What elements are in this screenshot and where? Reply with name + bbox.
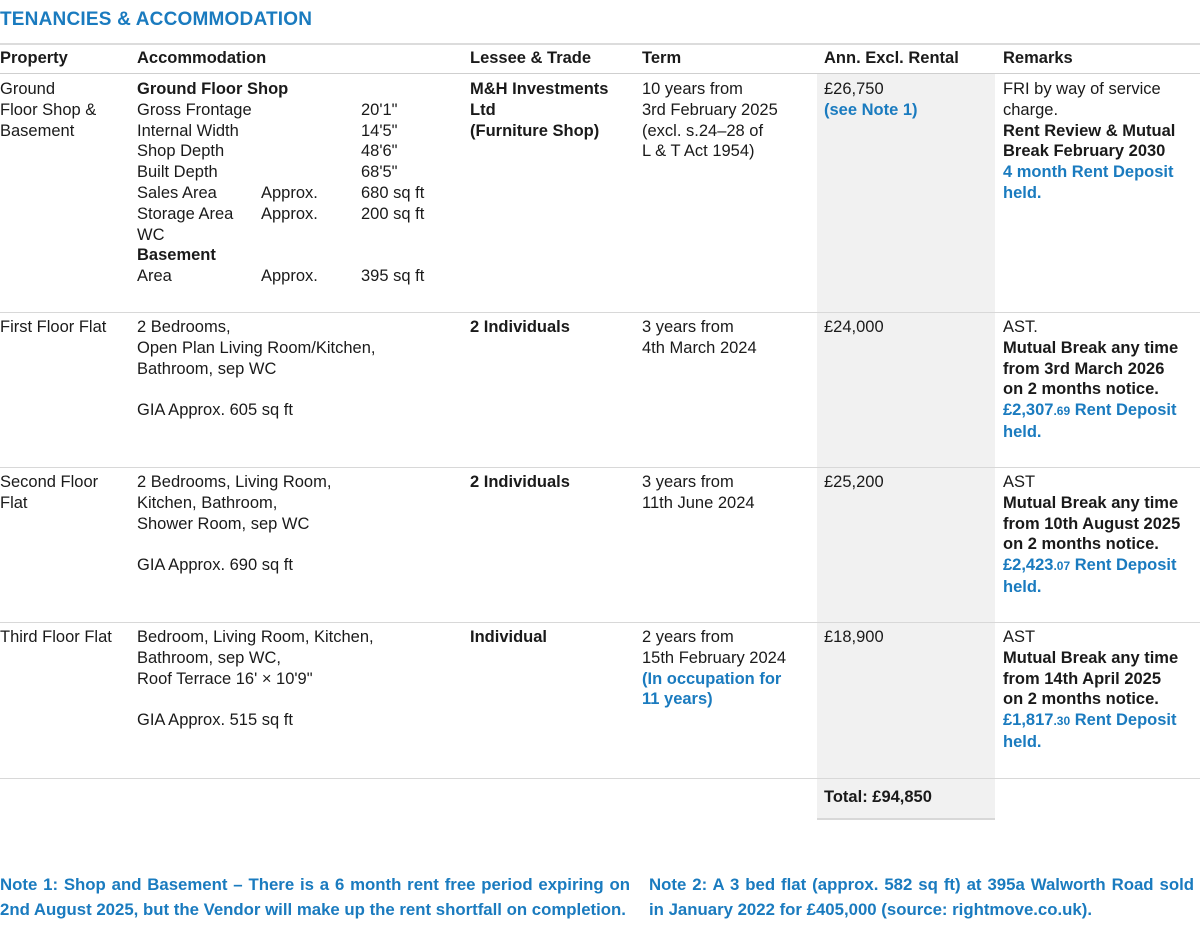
remarks-line: AST — [1003, 473, 1036, 491]
remarks-line: on 2 months notice. — [1003, 535, 1159, 554]
remarks-line: Break February 2030 — [1003, 142, 1166, 161]
lessee-line: 2 Individuals — [470, 318, 570, 336]
row2-remarks — [1003, 317, 1178, 443]
term-line: 3 years from — [642, 473, 734, 491]
remarks-line: from 14th April 2025 — [1003, 669, 1162, 688]
acc-line: Bathroom, sep WC, — [137, 648, 281, 667]
row-divider — [0, 622, 1200, 623]
term-line: (In occupation for — [642, 669, 782, 688]
property-line: Floor Shop & — [0, 100, 97, 119]
acc-line: GIA Approx. 605 sq ft — [137, 401, 293, 420]
acc-line — [137, 379, 375, 400]
row4-accommodation — [137, 627, 374, 731]
total-underline — [817, 818, 995, 820]
row4-lessee — [470, 627, 547, 648]
rental-note: (see Note 1) — [824, 100, 918, 119]
term-line: 3 years from — [642, 318, 734, 336]
acc-line — [137, 534, 331, 555]
header-term: Term — [642, 49, 682, 67]
remarks-line: charge. — [1003, 100, 1059, 119]
row3-remarks — [1003, 472, 1180, 598]
deposit-line: held. — [1003, 577, 1042, 596]
term-line: 3rd February 2025 — [642, 100, 778, 119]
deposit-line: £1,817.30 Rent Deposit — [1003, 711, 1177, 730]
term-line: 11 years) — [642, 690, 713, 709]
header-lessee: Lessee & Trade — [470, 49, 592, 67]
remarks-line: Mutual Break any time — [1003, 338, 1179, 357]
rental-value: £18,900 — [824, 628, 884, 646]
rental-value: £24,000 — [824, 318, 884, 336]
acc-line: GIA Approx. 515 sq ft — [137, 711, 293, 730]
remarks-line: Rent Review & Mutual — [1003, 121, 1176, 140]
row-divider — [0, 467, 1200, 468]
deposit-line: 4 month Rent Deposit — [1003, 163, 1174, 182]
row1-remarks — [1003, 79, 1175, 204]
header-property: Property — [0, 49, 68, 67]
remarks-line: AST — [1003, 628, 1036, 646]
row-divider — [0, 312, 1200, 313]
acc-line: Roof Terrace 16' × 10'9" — [137, 669, 313, 688]
row3-term — [642, 472, 755, 514]
acc-line: 2 Bedrooms, — [137, 318, 231, 336]
property-line: Third Floor Flat — [0, 628, 112, 646]
note-2: Note 2: A 3 bed flat (approx. 582 sq ft) at 395a Walworth Road sold in January 2022 for £405,000 (source: rightmove.co.uk). — [649, 875, 1194, 919]
term-line: L & T Act 1954) — [642, 142, 755, 161]
property-line: Flat — [0, 493, 28, 512]
acc-line: Bedroom, Living Room, Kitchen, — [137, 628, 374, 646]
row1-lessee — [470, 79, 608, 141]
section-heading: TENANCIES & ACCOMMODATION — [0, 9, 313, 30]
row2-lessee — [470, 317, 570, 338]
row2-accommodation — [137, 317, 375, 421]
header-rental: Ann. Excl. Rental — [824, 49, 959, 67]
property-line: First Floor Flat — [0, 318, 107, 336]
property-line: Second Floor — [0, 473, 99, 491]
header-accommodation: Accommodation — [137, 49, 267, 67]
row4-rental — [824, 627, 884, 648]
acc-line: Kitchen, Bathroom, — [137, 493, 278, 512]
remarks-line: AST. — [1003, 318, 1038, 336]
row2-term — [642, 317, 757, 359]
row4-property — [0, 627, 112, 648]
row1-property — [0, 79, 96, 141]
header-remarks: Remarks — [1003, 49, 1073, 67]
lessee-line: 2 Individuals — [470, 473, 570, 491]
acc-line: Bathroom, sep WC — [137, 359, 277, 378]
remarks-line: on 2 months notice. — [1003, 380, 1159, 399]
acc-line — [137, 689, 374, 710]
remarks-line: from 3rd March 2026 — [1003, 359, 1165, 378]
row1-term — [642, 79, 778, 162]
row1-rental — [824, 79, 918, 121]
deposit-line: held. — [1003, 732, 1042, 751]
remarks-line: Mutual Break any time — [1003, 493, 1179, 512]
rental-value: £25,200 — [824, 473, 884, 491]
acc-line: Open Plan Living Room/Kitchen, — [137, 338, 376, 357]
top-rule — [0, 43, 1200, 45]
deposit-line: £2,307.69 Rent Deposit — [1003, 401, 1177, 420]
term-line: 11th June 2024 — [642, 493, 755, 512]
lessee-line: Individual — [470, 628, 548, 646]
row2-rental — [824, 317, 884, 338]
row4-remarks — [1003, 627, 1178, 753]
remarks-line: FRI by way of service — [1003, 80, 1161, 98]
term-line: 10 years from — [642, 80, 743, 98]
row3-rental — [824, 472, 884, 493]
term-line: 2 years from — [642, 628, 734, 646]
remarks-line: on 2 months notice. — [1003, 690, 1159, 709]
row3-property — [0, 472, 98, 514]
deposit-line: held. — [1003, 422, 1042, 441]
note-1: Note 1: Shop and Basement – There is a 6 month rent free period expiring on 2nd August 2025, but the Vendor will make up the rent shortfall on completion. — [0, 875, 630, 919]
row4-term — [642, 627, 786, 710]
header-rule — [0, 73, 1200, 74]
deposit-line: £2,423.07 Rent Deposit — [1003, 556, 1177, 575]
lessee-line: M&H Investments — [470, 80, 609, 98]
row3-accommodation — [137, 472, 331, 576]
total-rental: Total: £94,850 — [824, 788, 932, 806]
deposit-line: held. — [1003, 183, 1042, 202]
row-divider — [0, 778, 1200, 779]
term-line: 15th February 2024 — [642, 648, 787, 667]
acc-line: 2 Bedrooms, Living Room, — [137, 473, 332, 491]
property-line: Basement — [0, 121, 75, 140]
rental-value: £26,750 — [824, 80, 884, 98]
row2-property — [0, 317, 106, 338]
rental-column-shade — [817, 74, 995, 820]
remarks-line: Mutual Break any time — [1003, 648, 1179, 667]
remarks-line: from 10th August 2025 — [1003, 514, 1181, 533]
acc-line: GIA Approx. 690 sq ft — [137, 556, 293, 575]
row3-lessee — [470, 472, 570, 493]
lessee-line: Ltd — [470, 100, 496, 119]
lessee-line: (Furniture Shop) — [470, 121, 600, 140]
property-line: Ground — [0, 80, 56, 98]
acc-line: Shower Room, sep WC — [137, 514, 310, 533]
term-line: (excl. s.24–28 of — [642, 121, 764, 140]
term-line: 4th March 2024 — [642, 338, 757, 357]
